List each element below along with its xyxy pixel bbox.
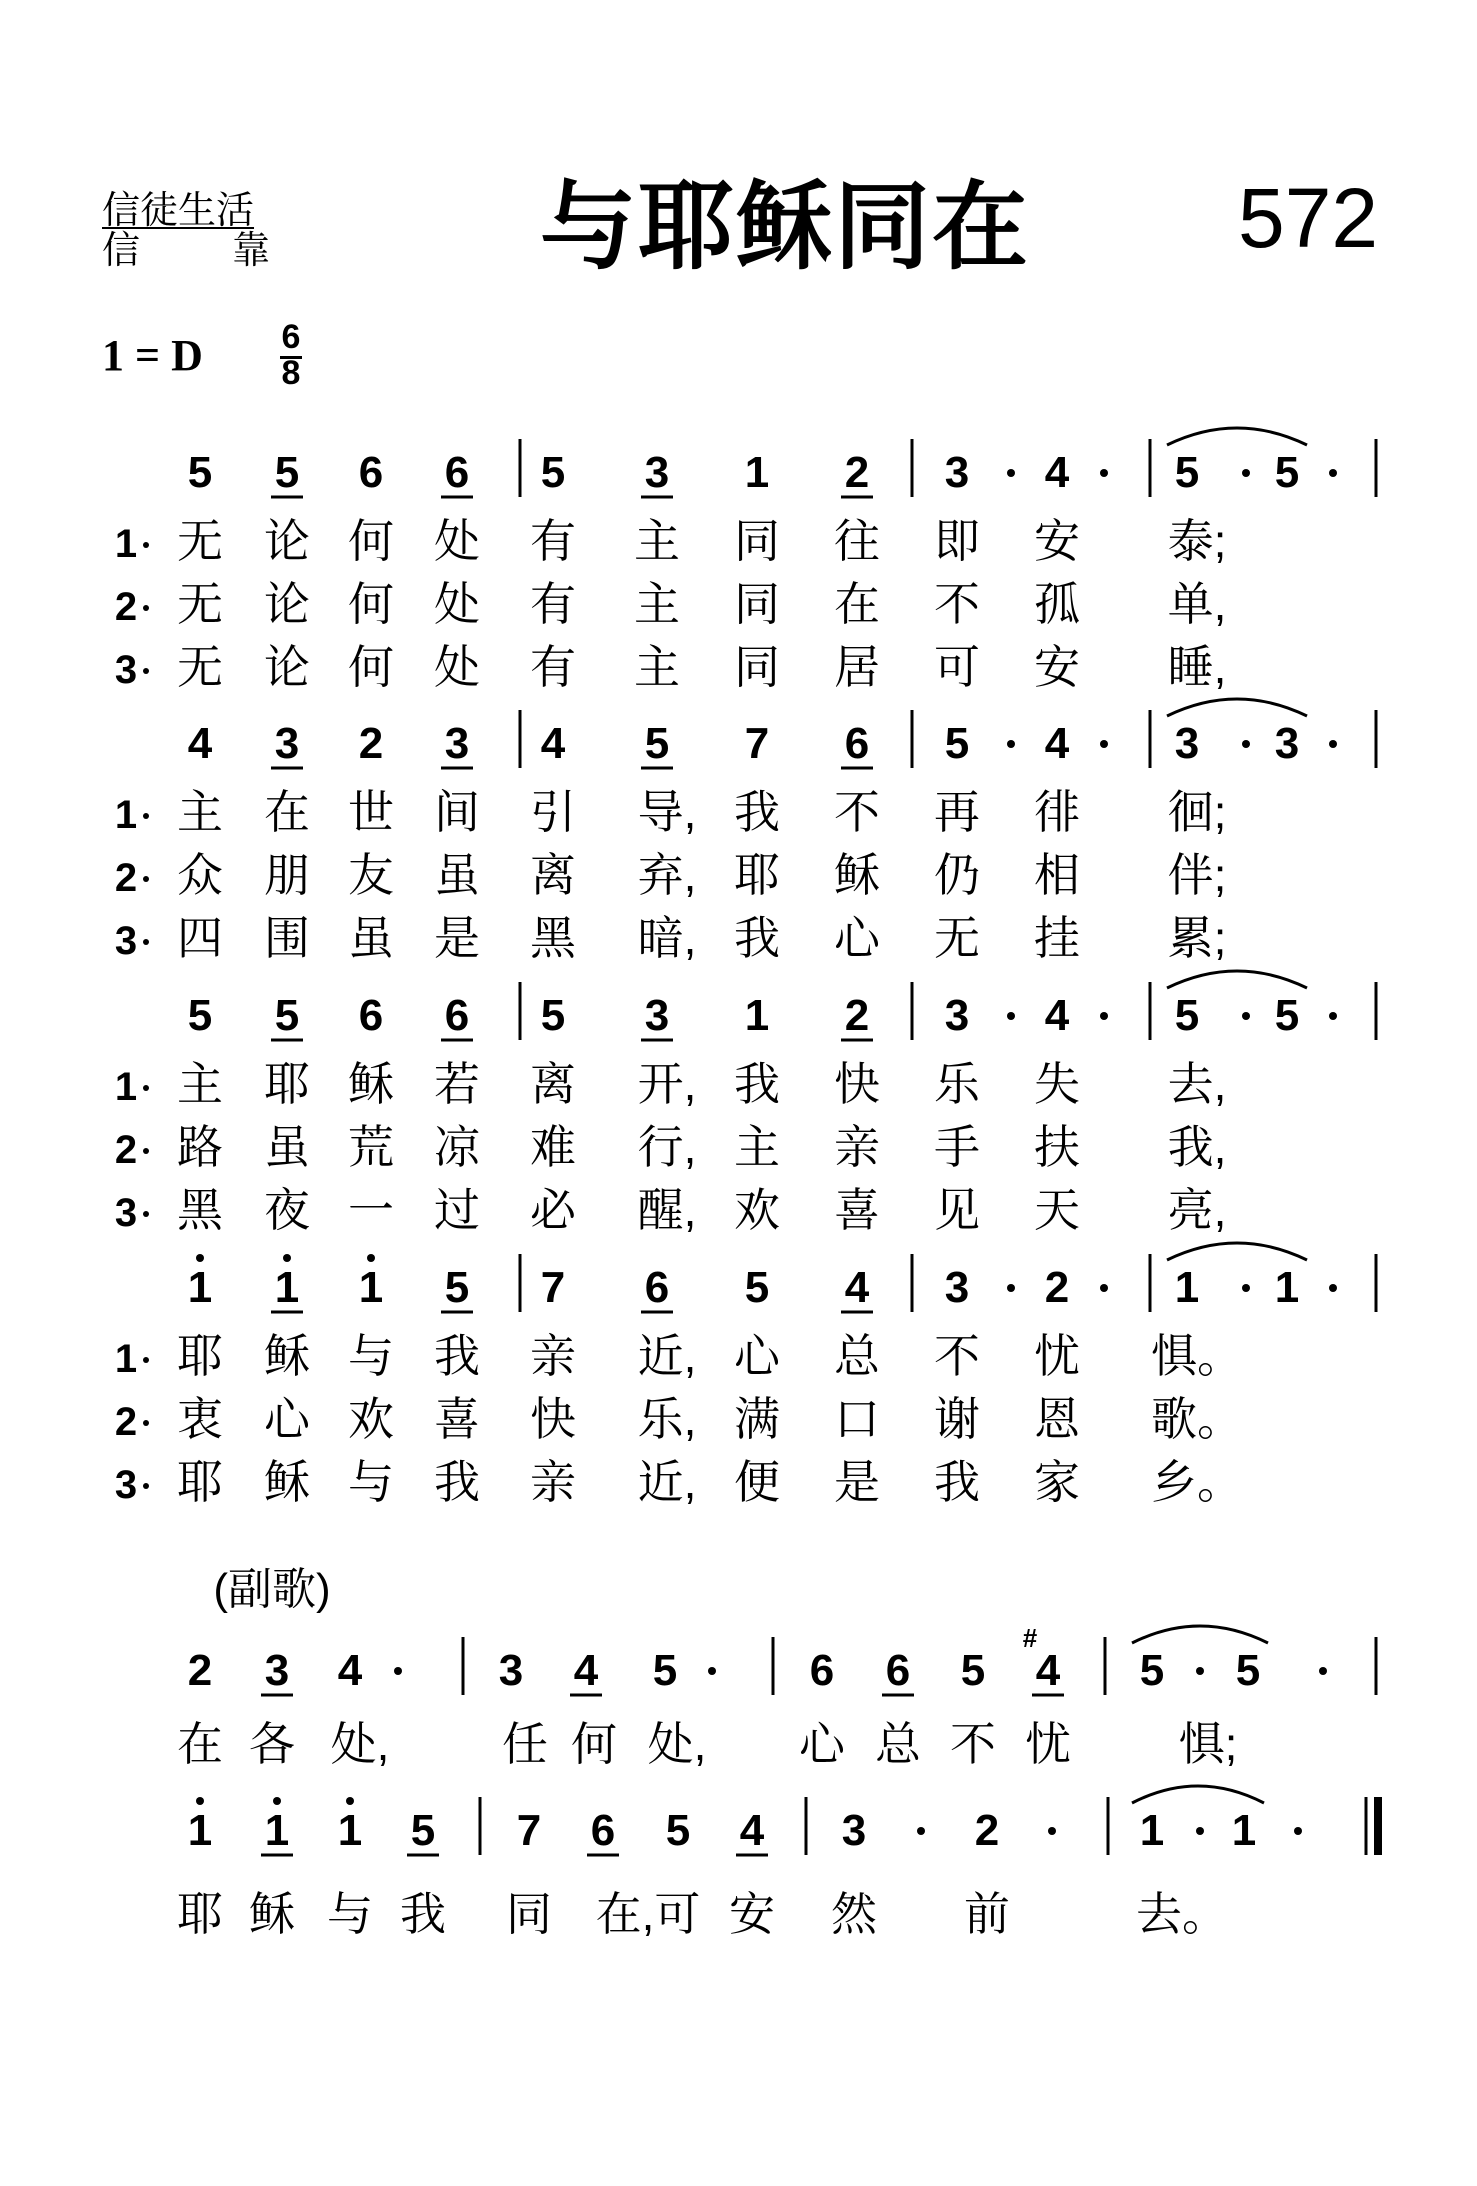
note: 4 (1044, 991, 1070, 1040)
lyric-char: 稣 (264, 1456, 310, 1508)
lyric-char: 歌。 (1151, 1393, 1243, 1445)
duration-dot (1319, 1667, 1327, 1675)
note: 5 (944, 719, 970, 768)
lyric-char: 虽 (434, 849, 480, 901)
verse-number-dot (143, 542, 149, 548)
lyric-char: 有 (530, 578, 576, 630)
lyric-char: 无 (934, 912, 980, 964)
lyric-char: 醒, (637, 1184, 697, 1236)
lyric-char: 主 (177, 1058, 223, 1110)
lyric-char: 处, (330, 1718, 390, 1770)
lyric-char: 乐 (934, 1058, 980, 1110)
lyric-char: 心 (834, 912, 880, 964)
note: 5 (1274, 448, 1300, 497)
lyric-char: 各 (249, 1718, 295, 1770)
lyric-char: 挂 (1034, 912, 1080, 964)
lyric-char: 有 (530, 515, 576, 567)
note: 5 (1274, 991, 1300, 1040)
lyric-char: 朋 (264, 849, 310, 901)
lyric-char: 心 (264, 1393, 310, 1445)
octave-dot (196, 1254, 204, 1262)
lyric-char: 论 (264, 578, 310, 630)
note: 5 (187, 991, 213, 1040)
lyric-char: 亮, (1167, 1184, 1227, 1236)
lyric-char: 家 (1034, 1456, 1080, 1508)
lyric-char: 何 (571, 1718, 617, 1770)
lyric-char: 可 (934, 641, 980, 693)
note: 1 (358, 1263, 384, 1312)
note: 3 (644, 991, 670, 1040)
lyric-char: 在 (177, 1718, 223, 1770)
lyric-char: 四 (177, 912, 223, 964)
lyric-char: 耶 (177, 1456, 223, 1508)
note: 6 (844, 719, 870, 768)
lyric-char: 黑 (177, 1184, 223, 1236)
duration-dot (1242, 1284, 1250, 1292)
time-signature-denominator: 8 (281, 354, 301, 392)
lyric-char: 必 (530, 1184, 576, 1236)
hymn-number: 572 (1238, 171, 1379, 265)
lyric-char: 无 (177, 515, 223, 567)
duration-dot (1294, 1827, 1302, 1835)
tie-slur (1132, 1626, 1268, 1643)
sharp-sign: # (1022, 1623, 1038, 1653)
lyric-char: 是 (834, 1456, 880, 1508)
lyric-char: 安 (1034, 515, 1080, 567)
verse-number: 2 (114, 1128, 138, 1172)
lyric-char: 处 (434, 578, 480, 630)
lyric-char: 我, (1167, 1121, 1227, 1173)
octave-dot (346, 1797, 354, 1805)
note: 3 (944, 448, 970, 497)
note: 5 (1235, 1646, 1261, 1695)
lyric-char: 弃, (637, 849, 697, 901)
lyric-char: 快 (834, 1058, 880, 1110)
note: 6 (444, 991, 470, 1040)
lyric-char: 同 (734, 578, 780, 630)
lyric-char: 暗, (637, 912, 697, 964)
lyric-char: 恩 (1034, 1393, 1080, 1445)
lyric-char: 徊; (1167, 786, 1227, 838)
tie-slur (1167, 1243, 1307, 1260)
octave-dot (367, 1254, 375, 1262)
note: 5 (960, 1646, 986, 1695)
verse-number: 2 (114, 1400, 138, 1444)
lyric-char: 耶 (177, 1330, 223, 1382)
lyric-char: 即 (934, 515, 980, 567)
lyric-char: 不 (950, 1718, 996, 1770)
lyric-char: 间 (434, 786, 480, 838)
lyric-char: 喜 (834, 1184, 880, 1236)
note: 3 (264, 1646, 290, 1695)
lyric-char: 去。 (1136, 1888, 1228, 1940)
duration-dot (1007, 1284, 1015, 1292)
lyric-char: 友 (348, 849, 394, 901)
note: 5 (652, 1646, 678, 1695)
lyric-char: 近, (637, 1456, 697, 1508)
verse-number: 3 (114, 648, 138, 692)
lyric-char: 虽 (348, 912, 394, 964)
lyric-char: 黑 (530, 912, 576, 964)
note: 5 (274, 991, 300, 1040)
lyric-char: 谢 (934, 1393, 980, 1445)
note: 2 (187, 1646, 213, 1695)
lyric-char: 无 (177, 578, 223, 630)
note: 1 (1274, 1263, 1300, 1312)
lyric-char: 耶 (177, 1888, 223, 1940)
lyric-char: 欢 (734, 1184, 780, 1236)
lyric-char: 在 (264, 786, 310, 838)
tie-slur (1132, 1786, 1264, 1803)
lyric-char: 往 (834, 515, 880, 567)
verse-number-dot (143, 668, 149, 674)
lyric-char: 在 (834, 578, 880, 630)
lyric-char: 耶 (264, 1058, 310, 1110)
verse-number: 3 (114, 1463, 138, 1507)
lyric-char: 导, (637, 786, 697, 838)
note: 5 (540, 991, 566, 1040)
lyric-char: 见 (934, 1184, 980, 1236)
category-label: 信徒生活 (102, 188, 255, 232)
verse-number-dot (143, 1085, 149, 1091)
note: 4 (844, 1263, 870, 1312)
note: 3 (1174, 719, 1200, 768)
verse-number-dot (143, 605, 149, 611)
verse-number-dot (143, 813, 149, 819)
lyric-char: 论 (264, 641, 310, 693)
verse-number-dot (143, 1357, 149, 1363)
lyric-char: 心 (734, 1330, 780, 1382)
lyric-char: 稣 (834, 849, 880, 901)
lyric-char: 快 (530, 1393, 576, 1445)
note: 2 (1044, 1263, 1070, 1312)
lyric-char: 一 (348, 1184, 394, 1236)
verse-number-dot (143, 1420, 149, 1426)
duration-dot (1007, 469, 1015, 477)
lyric-char: 伴; (1167, 849, 1227, 901)
duration-dot (1242, 1012, 1250, 1020)
lyric-char: 便 (734, 1456, 780, 1508)
duration-dot (1100, 1284, 1108, 1292)
lyric-char: 欢 (348, 1393, 394, 1445)
note: 4 (1044, 448, 1070, 497)
note: 6 (358, 448, 384, 497)
note: 7 (744, 719, 770, 768)
lyric-char: 任 (502, 1718, 548, 1770)
lyric-char: 我 (734, 912, 780, 964)
note: 1 (337, 1806, 363, 1855)
lyric-char: 耶 (734, 849, 780, 901)
note: 2 (974, 1806, 1000, 1855)
lyric-char: 在,可 (595, 1888, 701, 1940)
duration-dot (1329, 1012, 1337, 1020)
lyric-char: 夜 (264, 1184, 310, 1236)
verse-number: 1 (114, 793, 138, 837)
hymn-title: 与耶稣同在 (540, 171, 1030, 283)
lyric-char: 我 (734, 786, 780, 838)
lyric-char: 有 (530, 641, 576, 693)
lyric-char: 我 (400, 1888, 446, 1940)
lyric-char: 同 (734, 641, 780, 693)
lyric-char: 何 (348, 641, 394, 693)
duration-dot (1007, 1012, 1015, 1020)
lyric-char: 与 (327, 1888, 373, 1940)
lyric-char: 然 (831, 1888, 877, 1940)
note: 1 (1231, 1806, 1257, 1855)
lyric-char: 口 (834, 1393, 880, 1445)
lyric-char: 主 (634, 515, 680, 567)
lyric-char: 无 (177, 641, 223, 693)
lyric-char: 主 (734, 1121, 780, 1173)
lyric-char: 众 (177, 849, 223, 901)
lyric-char: 不 (934, 578, 980, 630)
verse-number-dot (143, 939, 149, 945)
lyric-char: 开, (637, 1058, 697, 1110)
note: 3 (944, 1263, 970, 1312)
lyric-char: 虽 (264, 1121, 310, 1173)
note: 3 (1274, 719, 1300, 768)
verse-number-dot (143, 1483, 149, 1489)
duration-dot (394, 1667, 402, 1675)
duration-dot (1329, 740, 1337, 748)
verse-number-dot (143, 1148, 149, 1154)
lyric-char: 近, (637, 1330, 697, 1382)
lyric-char: 引 (530, 786, 576, 838)
note: 4 (1035, 1646, 1061, 1695)
lyric-char: 手 (934, 1121, 980, 1173)
note: 5 (744, 1263, 770, 1312)
lyric-char: 安 (729, 1888, 775, 1940)
lyric-char: 不 (934, 1330, 980, 1382)
lyric-char: 我 (434, 1330, 480, 1382)
verse-number-dot (143, 1211, 149, 1217)
note: 6 (885, 1646, 911, 1695)
note: 5 (540, 448, 566, 497)
lyric-char: 行, (637, 1121, 697, 1173)
note: 6 (590, 1806, 616, 1855)
lyric-char: 离 (530, 849, 576, 901)
note: 1 (1174, 1263, 1200, 1312)
lyric-char: 主 (177, 786, 223, 838)
lyric-char: 徘 (1034, 786, 1080, 838)
lyric-char: 何 (348, 515, 394, 567)
refrain-label: (副歌) (213, 1565, 331, 1614)
lyric-char: 惧。 (1151, 1330, 1243, 1382)
note: 4 (540, 719, 566, 768)
note: 6 (644, 1263, 670, 1312)
duration-dot (1100, 740, 1108, 748)
lyric-char: 是 (434, 912, 480, 964)
lyric-char: 荒 (348, 1121, 394, 1173)
lyric-char: 仍 (934, 849, 980, 901)
lyric-char: 围 (264, 912, 310, 964)
note: 1 (744, 991, 770, 1040)
lyric-char: 泰; (1167, 515, 1227, 567)
note: 5 (665, 1806, 691, 1855)
lyric-char: 忧 (1025, 1718, 1071, 1770)
note: 1 (187, 1263, 213, 1312)
lyric-char: 稣 (249, 1888, 295, 1940)
lyric-char: 喜 (434, 1393, 480, 1445)
note: 3 (498, 1646, 524, 1695)
note: 3 (274, 719, 300, 768)
lyric-char: 处 (434, 641, 480, 693)
note: 1 (1139, 1806, 1165, 1855)
lyric-char: 亲 (530, 1456, 576, 1508)
octave-dot (273, 1797, 281, 1805)
lyric-char: 居 (834, 641, 880, 693)
note: 1 (274, 1263, 300, 1312)
tie-slur (1167, 971, 1307, 988)
lyric-char: 亲 (834, 1121, 880, 1173)
lyric-char: 我 (734, 1058, 780, 1110)
note: 2 (844, 448, 870, 497)
lyric-char: 累; (1167, 912, 1227, 964)
tie-slur (1167, 699, 1307, 716)
note: 7 (516, 1806, 542, 1855)
note: 5 (1139, 1646, 1165, 1695)
lyric-char: 再 (934, 786, 980, 838)
note: 4 (573, 1646, 599, 1695)
note: 1 (264, 1806, 290, 1855)
lyric-char: 路 (177, 1121, 223, 1173)
lyric-char: 天 (1034, 1184, 1080, 1236)
note: 5 (444, 1263, 470, 1312)
lyric-char: 单, (1167, 578, 1227, 630)
lyric-char: 去, (1167, 1058, 1227, 1110)
note: 1 (744, 448, 770, 497)
note: 2 (844, 991, 870, 1040)
lyric-char: 失 (1034, 1058, 1080, 1110)
note: 6 (444, 448, 470, 497)
duration-dot (1196, 1827, 1204, 1835)
lyric-char: 我 (434, 1456, 480, 1508)
lyric-char: 主 (634, 578, 680, 630)
lyric-char: 惧; (1178, 1718, 1238, 1770)
lyric-char: 相 (1034, 849, 1080, 901)
verse-number-dot (143, 876, 149, 882)
verse-number: 1 (114, 1065, 138, 1109)
lyric-char: 稣 (348, 1058, 394, 1110)
note: 3 (444, 719, 470, 768)
note: 7 (540, 1263, 566, 1312)
lyric-char: 前 (964, 1888, 1010, 1940)
duration-dot (1048, 1827, 1056, 1835)
verse-number: 2 (114, 856, 138, 900)
verse-number: 1 (114, 1337, 138, 1381)
lyric-char: 孤 (1034, 578, 1080, 630)
duration-dot (1007, 740, 1015, 748)
tie-slur (1167, 428, 1307, 445)
lyric-char: 安 (1034, 641, 1080, 693)
note: 3 (944, 991, 970, 1040)
note: 6 (358, 991, 384, 1040)
duration-dot (1329, 469, 1337, 477)
lyric-char: 稣 (264, 1330, 310, 1382)
note: 5 (274, 448, 300, 497)
time-signature-numerator: 6 (281, 318, 301, 356)
note: 2 (358, 719, 384, 768)
lyric-char: 乡。 (1151, 1456, 1243, 1508)
lyric-char: 同 (506, 1888, 552, 1940)
note: 4 (337, 1646, 363, 1695)
verse-number: 3 (114, 1191, 138, 1235)
duration-dot (1100, 469, 1108, 477)
lyric-char: 心 (799, 1718, 845, 1770)
lyric-char: 主 (634, 641, 680, 693)
note: 3 (644, 448, 670, 497)
note: 4 (1044, 719, 1070, 768)
lyric-char: 世 (348, 786, 394, 838)
lyric-char: 若 (434, 1058, 480, 1110)
note: 4 (739, 1806, 765, 1855)
lyric-char: 总 (834, 1330, 880, 1382)
note: 6 (809, 1646, 835, 1695)
duration-dot (917, 1827, 925, 1835)
verse-number: 2 (114, 585, 138, 629)
note: 5 (1174, 448, 1200, 497)
key-signature: 1 = D (102, 331, 203, 380)
lyric-char: 何 (348, 578, 394, 630)
lyric-char: 同 (734, 515, 780, 567)
duration-dot (1196, 1667, 1204, 1675)
note: 1 (187, 1806, 213, 1855)
duration-dot (1100, 1012, 1108, 1020)
duration-dot (1329, 1284, 1337, 1292)
lyric-char: 处 (434, 515, 480, 567)
note: 5 (1174, 991, 1200, 1040)
lyric-char: 凉 (434, 1121, 480, 1173)
lyric-char: 睡, (1167, 641, 1227, 693)
lyric-char: 过 (434, 1184, 480, 1236)
lyric-char: 不 (834, 786, 880, 838)
lyric-char: 处, (647, 1718, 707, 1770)
subcategory-label: 信靠 (102, 228, 363, 272)
lyric-char: 与 (348, 1456, 394, 1508)
lyric-char: 离 (530, 1058, 576, 1110)
note: 5 (644, 719, 670, 768)
octave-dot (283, 1254, 291, 1262)
octave-dot (196, 1797, 204, 1805)
note: 3 (841, 1806, 867, 1855)
duration-dot (708, 1667, 716, 1675)
note: 5 (410, 1806, 436, 1855)
lyric-char: 论 (264, 515, 310, 567)
lyric-char: 我 (934, 1456, 980, 1508)
lyric-char: 总 (875, 1718, 921, 1770)
lyric-char: 难 (530, 1121, 576, 1173)
note: 5 (187, 448, 213, 497)
lyric-char: 扶 (1034, 1121, 1080, 1173)
duration-dot (1242, 469, 1250, 477)
verse-number: 3 (114, 919, 138, 963)
duration-dot (1242, 740, 1250, 748)
lyric-char: 忧 (1034, 1330, 1080, 1382)
lyric-char: 与 (348, 1330, 394, 1382)
lyric-char: 乐, (637, 1393, 697, 1445)
verse-number: 1 (114, 522, 138, 566)
lyric-char: 满 (734, 1393, 780, 1445)
lyric-char: 衷 (177, 1393, 223, 1445)
lyric-char: 亲 (530, 1330, 576, 1382)
note: 4 (187, 719, 213, 768)
